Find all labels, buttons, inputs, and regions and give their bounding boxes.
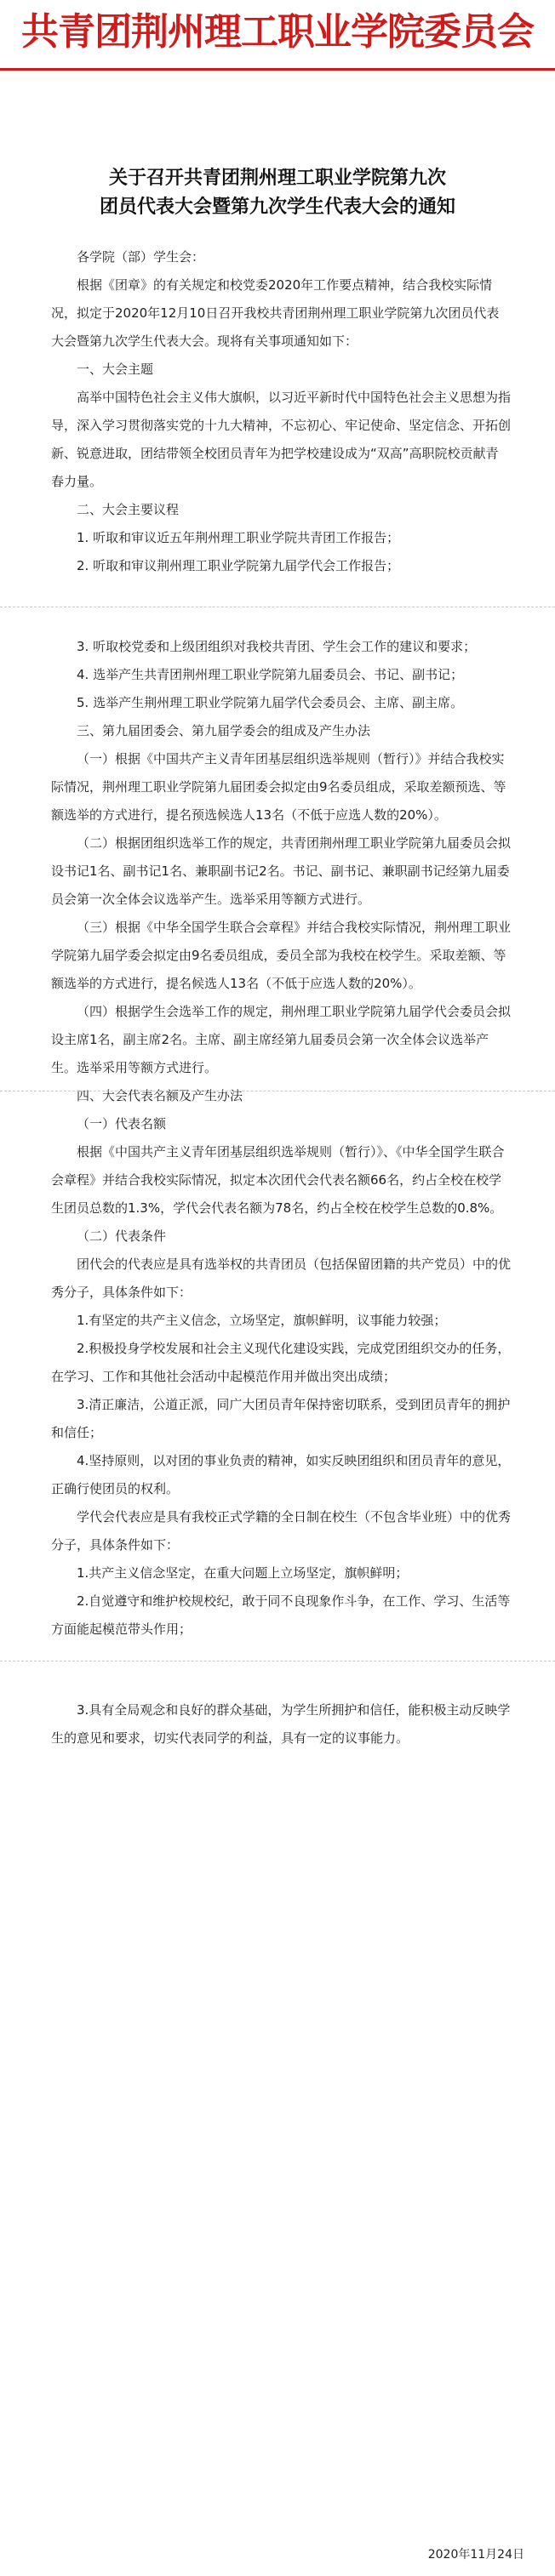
intro-paragraph: 根据《团章》的有关规定和校党委2020年工作要点精神，结合我校实际情况，拟定于2020年12月10日召开我校共青团荆州理工职业学院第九次团员代表大会暨第九次学生代表大会。现将有关事项通知如下：: [51, 277, 500, 349]
section-4-sub-2: （二）代表条件: [77, 1228, 167, 1244]
letterhead: [0, 0, 555, 95]
student-condition-3: 3.具有全局观念和良好的群众基础，为学生所拥护和信任，能积极主动反映学生的意见和要求，切实代表同学的利益，具有一定的议事能力。: [51, 1702, 511, 1746]
league-condition-2: 2.积极投身学校发展和社会主义现代化建设实践，完成党团组织交办的任务，在学习、工作和其他社会活动中起模范作用并做出突出成绩；: [51, 1341, 511, 1384]
org-name: 共青团荆州理工职业学院委员会: [21, 10, 534, 54]
title-line-2: 团员代表大会暨第九次学生代表大会的通知: [99, 196, 455, 218]
section-4-heading: 四、大会代表名额及产生办法: [77, 1088, 243, 1103]
agenda-item-4: 4. 选举产生共青团荆州理工职业学院第九届委员会、书记、副书记；: [77, 667, 464, 682]
section-3-paragraph-2: （二）根据团组织选举工作的规定，共青团荆州理工职业学院第九届委员会拟设书记1名、副书记1名、兼职副书记2名。书记、副书记、兼职副书记经第九届委员会第一次全体会议选举产生。选举采用等额方式进行。: [51, 835, 512, 907]
agenda-item-2: 2. 听取和审议荆州理工职业学院第九届学代会工作报告；: [77, 558, 400, 573]
student-delegate-intro: 学代会代表应是具有我校正式学籍的全日制在校生（不包含毕业班）中的优秀分子，具体条件如下：: [51, 1509, 512, 1553]
section-4-sub-1: （一）代表名额: [77, 1116, 167, 1131]
quota-paragraph: 根据《中国共产主义青年团基层组织选举规则（暂行）》、《中华全国学生联合会章程》并结合我校实际情况，拟定本次团代会代表名额66名，约占全校在校学生团员总数的1.3%，学代会代表名额为78名，约占全校在校学生总数的0.8%。: [51, 1144, 505, 1216]
league-condition-3: 3.清正廉洁，公道正派，同广大团员青年保持密切联系，受到团员青年的拥护和信任；: [51, 1397, 511, 1440]
league-condition-4: 4.坚持原则，以对团的事业负责的精神，如实反映团组织和团员青年的意见，正确行使团员的权利。: [51, 1453, 511, 1496]
section-3-heading: 三、第九届团委会、第九届学委会的组成及产生办法: [77, 723, 371, 738]
section-3-paragraph-4: （四）根据学生会选举工作的规定，荆州理工职业学院第九届学代会委员会拟设主席1名，副主席2名。主席、副主席经第九届委员会第一次全体会议选举产生。选举采用等额方式进行。: [51, 1004, 512, 1075]
letterhead-red-line: [0, 68, 555, 71]
document-date: 2020年11月24日: [427, 2548, 524, 2562]
league-condition-1: 1.有坚定的共产主义信念，立场坚定，旗帜鲜明，议事能力较强；: [77, 1313, 447, 1328]
document-title: [0, 163, 555, 221]
agenda-item-3: 3. 听取校党委和上级团组织对我校共青团、学生会工作的建议和要求；: [77, 639, 477, 654]
league-delegate-intro: 团代会的代表应是具有选举权的共青团员（包括保留团籍的共产党员）中的优秀分子，具体条件如下：: [51, 1257, 512, 1300]
salutation: 各学院（部）学生会：: [77, 249, 205, 265]
title-line-1: 关于召开共青团荆州理工职业学院第九次: [108, 167, 446, 189]
document-body: [51, 243, 511, 1752]
agenda-item-5: 5. 选举产生荆州理工职业学院第九届学代会委员会、主席、副主席。: [77, 695, 464, 710]
student-condition-2: 2.自觉遵守和维护校规校纪，敢于同不良现象作斗争，在工作、学习、生活等方面能起模范带头作用；: [51, 1593, 511, 1637]
student-condition-1: 1.共产主义信念坚定，在重大问题上立场坚定，旗帜鲜明；: [77, 1565, 409, 1581]
agenda-item-1: 1. 听取和审议近五年荆州理工职业学院共青团工作报告；: [77, 530, 400, 545]
section-3-paragraph-1: （一）根据《中国共产主义青年团基层组织选举规则（暂行）》并结合我校实际情况，荆州理工职业学院第九届团委会拟定由9名委员组成，采取差额预选、等额选举的方式进行，提名预选候选人13名（不低于应选人数的20%）。: [51, 751, 506, 823]
section-2-heading: 二、大会主要议程: [77, 502, 180, 517]
section-1-text: 高举中国特色社会主义伟大旗帜，以习近平新时代中国特色社会主义思想为指导，深入学习贯彻落实党的十九大精神，不忘初心、牢记使命、坚定信念、开拓创新、锐意进取，团结带领全校团员青年为把学校建设成为“双高”高职院校贡献青春力量。: [51, 390, 512, 489]
section-3-paragraph-3: （三）根据《中华全国学生联合会章程》并结合我校实际情况，荆州理工职业学院第九届学委会拟定由9名委员组成，委员全部为我校在校学生。采取差额、等额选举的方式进行，提名候选人13名（不低于应选人数的20%）。: [51, 920, 512, 991]
section-1-heading: 一、大会主题: [77, 362, 154, 377]
